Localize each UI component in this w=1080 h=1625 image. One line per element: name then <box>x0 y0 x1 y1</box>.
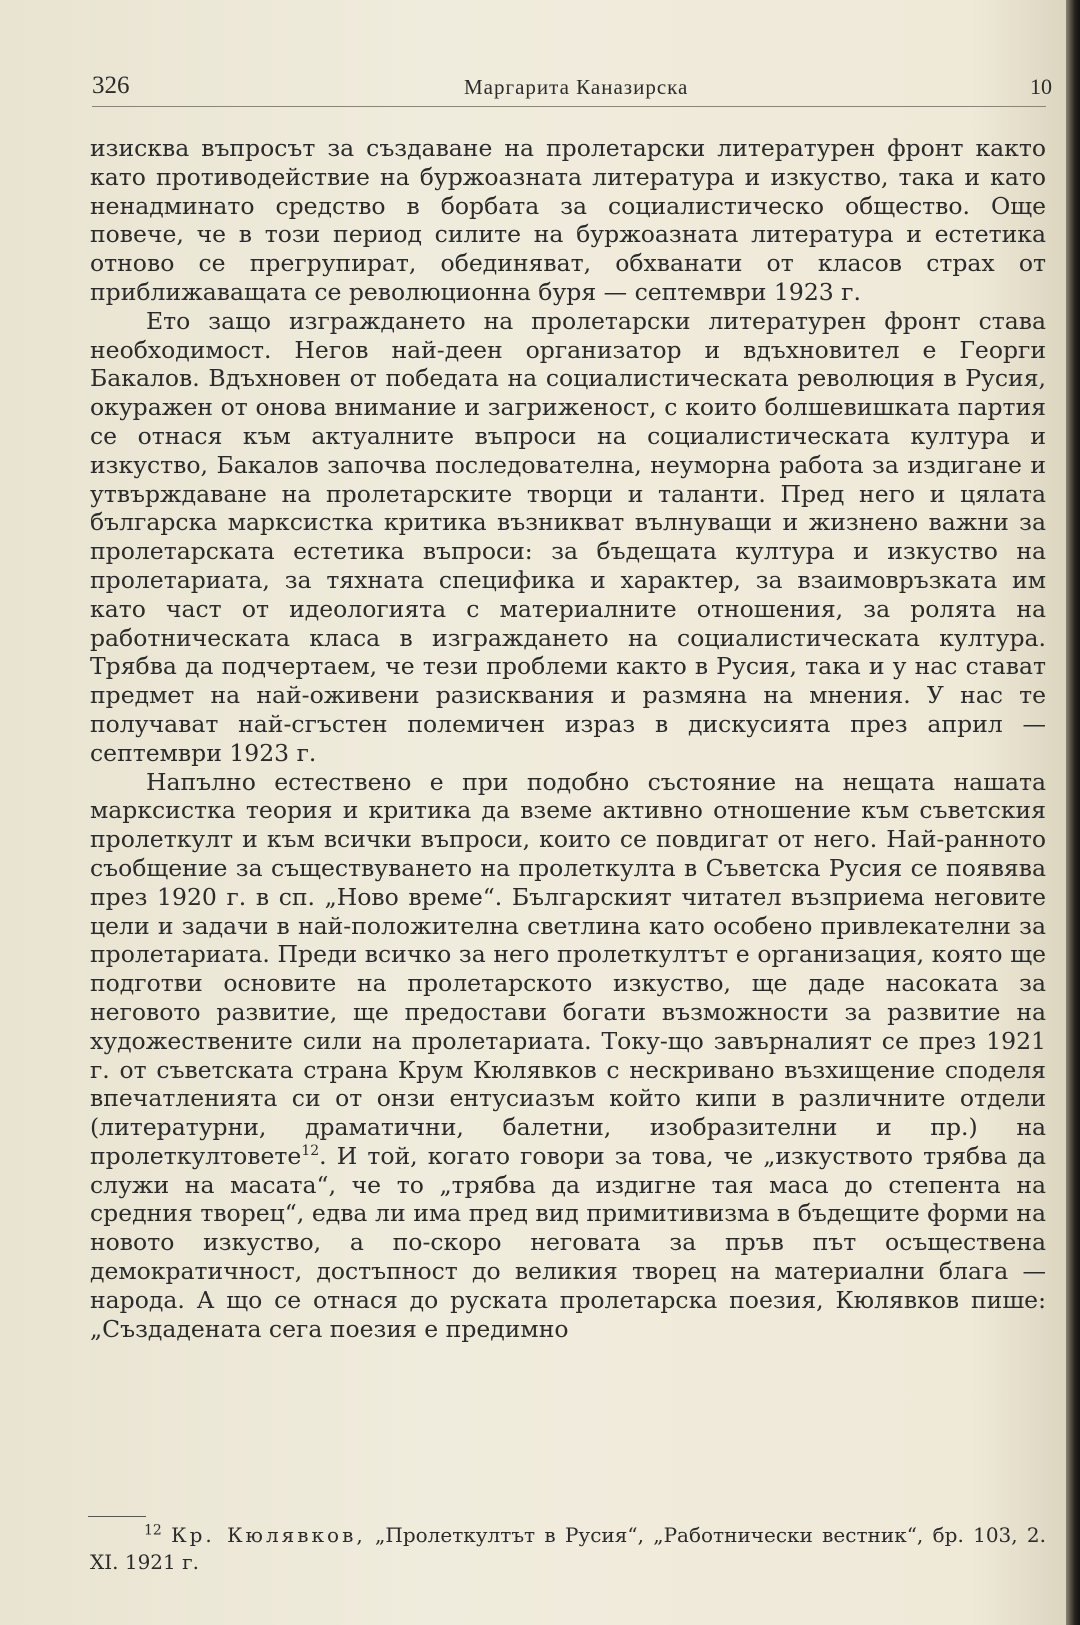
footnote <box>90 1522 1046 1576</box>
running-title: Маргарита Каназирска <box>464 75 689 99</box>
paragraph-2: Ето защо изграждането на пролетарски литературен фронт става необходимост. Негов най-деен организатор и вдъхновител е Георги Бакалов. Вдъхновен от победата на социалистическата революция в Русия, окуражен от онова внимание и загриженост, с които болшевишката партия се отнася към актуалните въпроси на социалистическата култура и изкуство, Бакалов започва последователна, неуморна работа за издигане и утвърждаване на пролетарските творци и таланти. Пред него и цялата българска марксистка критика възникват вълнуващи и жизнено важни за пролетарската естетика въпроси: за бъдещата култура и изкуство на пролетариата, за тяхната специфика и характер, за взаимовръзката им като част от идеологията с материалните отношения, за ролята на работническата класа в изграждането на социалистическата култура. Трябва да подчертаем, че тези проблеми както в Русия, така и у нас стават предмет на най-оживени разисквания и размяна на мнения. У нас те получават най-сгъстен полемичен израз в дискусията през април — септември 1923 г. <box>90 306 1046 767</box>
header-rule <box>92 106 1046 107</box>
footnote-number: 12 <box>144 1522 162 1539</box>
paragraph-1: изисква въпросът за създаване на пролетарски литературен фронт както като противодействие на буржоазната литература и изкуство, така и като ненадминато средство в борбата за социалистическо общество. Още повече, че в този период силите на буржоазната литература и естетика отново се прегрупират, обединяват, обхванати от класов страх от приближаващата се революционна буря — септември 1923 г. <box>90 134 1046 306</box>
footnote-issue: бр. 103, 2. XI. 1921 г. <box>90 1523 1047 1574</box>
corner-number: 10 <box>1030 74 1052 99</box>
page-number: 326 <box>92 72 130 99</box>
footnote-reference: 12 <box>301 1143 320 1160</box>
body-text <box>90 134 1046 1343</box>
footnote-rule <box>88 1516 146 1517</box>
footnote-title: „Пролеткултът в Русия“, „Работнически вестник“, <box>375 1523 924 1547</box>
footnote-author: Кр. Кюлявков, <box>171 1523 366 1547</box>
paragraph-3-part-2: . И той, когато говори за това, че „изкуството трябва да служи на масата“, че то „трябва да издигне тая маса до степента на средния творец“, едва ли има пред вид примитивизма в бъдещите форми на новото изкуство, а по-скоро неговата за пръв път осъществена демократичност, достъпност до великия творец на материални блага — народа. А що се отнася до руската пролетарска поезия, Кюлявков пише: „Създадената сега поезия е предимно <box>90 1141 1046 1343</box>
page-binding-edge <box>1066 0 1080 1625</box>
paragraph-3 <box>90 768 1046 1344</box>
paragraph-3-part-1: Напълно естествено е при подобно състояние на нещата нашата марксистка теория и критика да вземе активно отношение към съветския пролеткулт и към всички въпроси, които се повдигат от него. Най-ранното съобщение за съществуването на пролеткулта в Съветска Русия се появява през 1920 г. в сп. „Ново време“. Българският читател възприема неговите цели и задачи в най-положителна светлина като особено привлекателни за пролетариата. Преди всичко за него пролеткултът е организация, която ще подготви основите на пролетарското изкуство, ще даде насоката за неговото развитие, ще предостави богати възможности за развитие на художествените сили на пролетариата. Току-що завърналият се през 1921 г. от съветската страна Крум Кюлявков с нескривано възхищение споделя впечатленията си от онзи ентусиазъм който кипи в различните отдели (литературни, драматични, балетни, изобразителни и пр.) на пролеткултовете <box>90 767 1046 1170</box>
